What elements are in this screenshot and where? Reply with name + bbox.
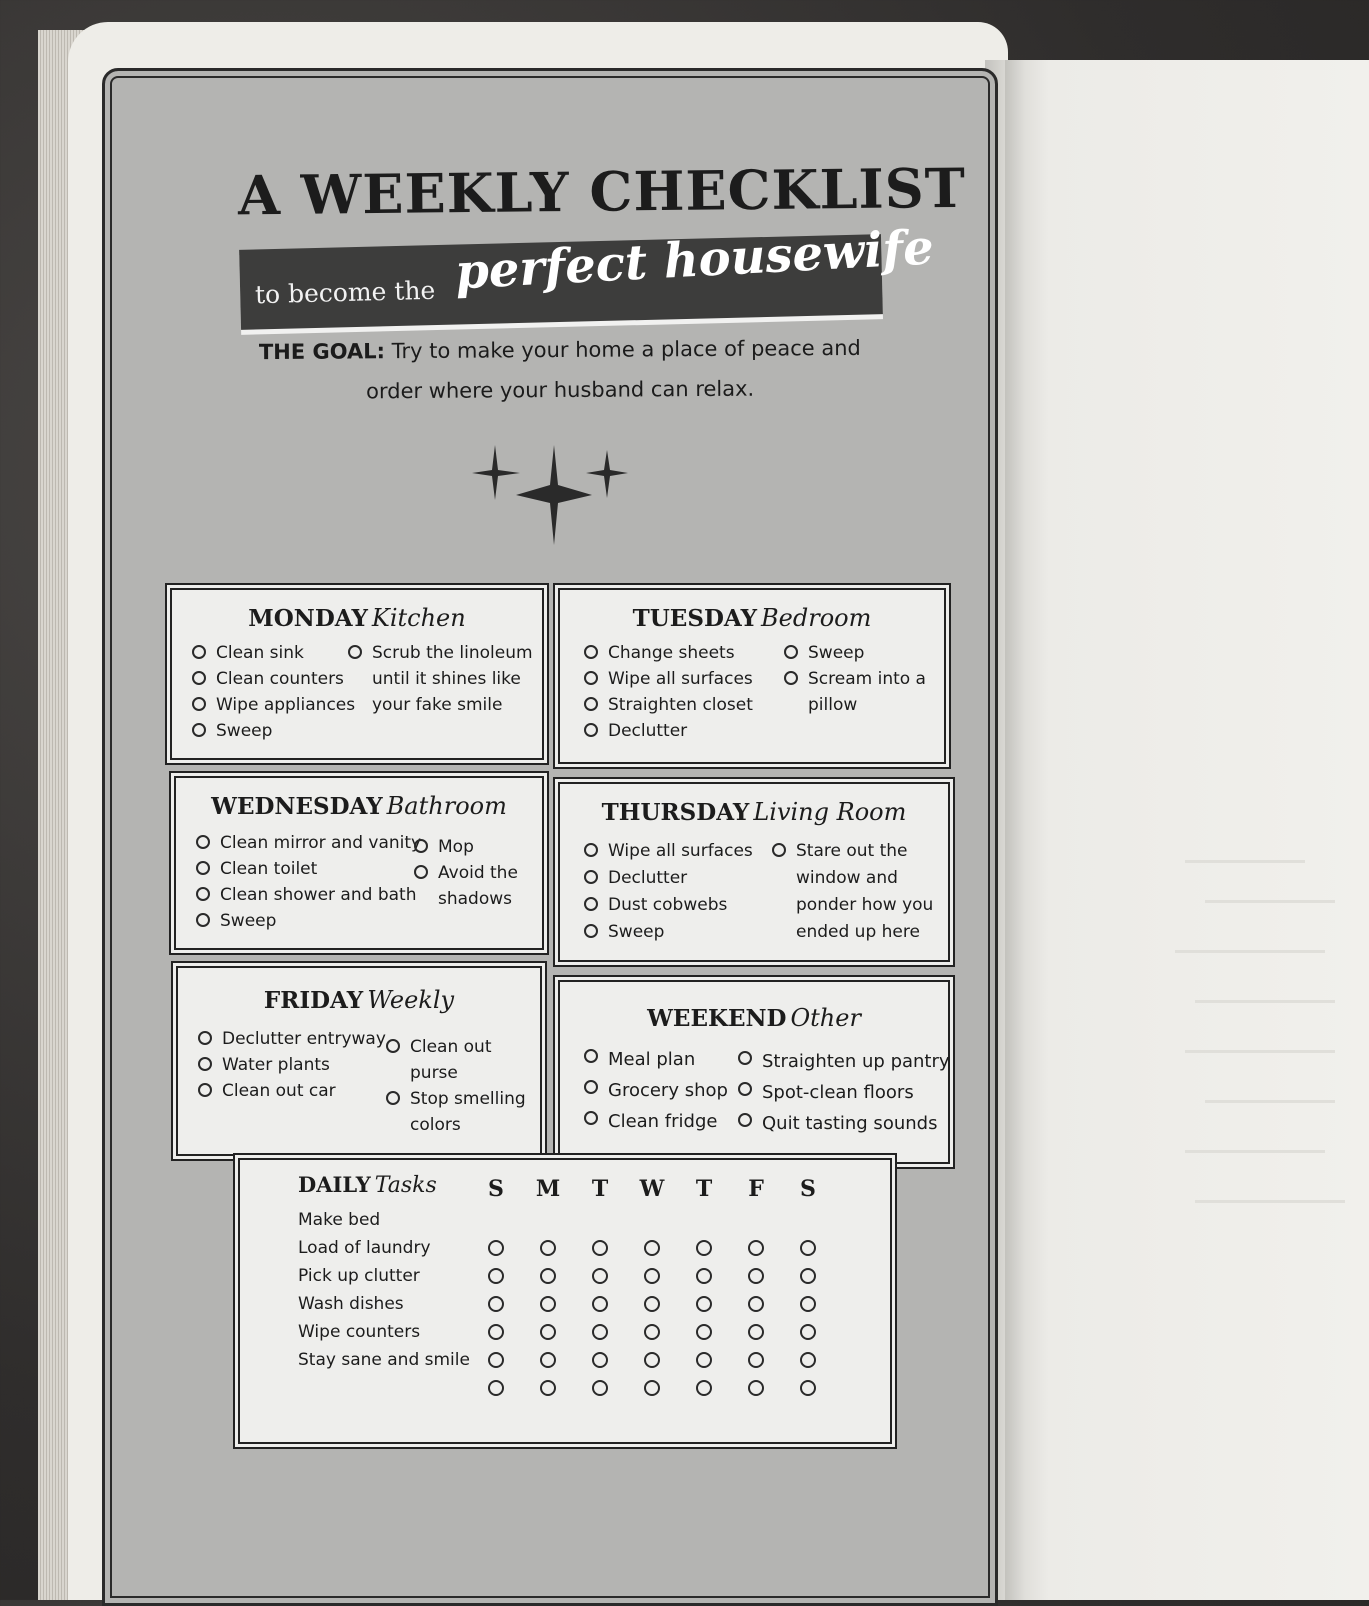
daily-task-label: Stay sane and smile xyxy=(298,1350,470,1370)
weekend-heading xyxy=(560,1004,948,1032)
daily-heading xyxy=(298,1172,437,1198)
thursday-room: Living Room xyxy=(753,798,907,826)
daily-checkbox[interactable] xyxy=(800,1240,816,1256)
thursday-heading xyxy=(560,798,948,826)
checklist-item-continued: purse xyxy=(410,1063,458,1083)
checklist-item[interactable]: Clean sink xyxy=(192,640,355,666)
friday-day: FRIDAY xyxy=(263,987,364,1014)
daily-checkbox[interactable] xyxy=(644,1296,660,1312)
daily-checkbox[interactable] xyxy=(748,1380,764,1396)
day-header: S xyxy=(800,1176,816,1202)
daily-checkbox[interactable] xyxy=(748,1240,764,1256)
tuesday-day: TUESDAY xyxy=(632,605,758,632)
checklist-item-continued: ponder how you xyxy=(796,895,934,915)
daily-checkbox[interactable] xyxy=(488,1240,504,1256)
day-header: M xyxy=(535,1176,561,1202)
weekend-box xyxy=(558,980,950,1164)
checklist-item[interactable]: Quit tasting sounds xyxy=(738,1108,950,1139)
daily-checkbox[interactable] xyxy=(748,1268,764,1284)
daily-checkbox[interactable] xyxy=(540,1296,556,1312)
checklist-item-continued: window and xyxy=(796,868,898,888)
friday-heading xyxy=(178,986,540,1014)
daily-checkbox[interactable] xyxy=(748,1352,764,1368)
daily-checkbox[interactable] xyxy=(800,1296,816,1312)
day-header: S xyxy=(488,1176,504,1202)
daily-checkbox[interactable] xyxy=(540,1352,556,1368)
goal-line-2: order where your husband can relax. xyxy=(365,376,755,404)
day-header: T xyxy=(591,1176,609,1202)
daily-checkbox[interactable] xyxy=(696,1352,712,1368)
checklist-item[interactable]: Mop xyxy=(414,834,518,860)
daily-checkbox[interactable] xyxy=(696,1324,712,1340)
checklist-item[interactable]: Sweep xyxy=(196,908,421,934)
daily-tasks-box xyxy=(238,1158,892,1444)
checklist-item[interactable]: Stare out the xyxy=(772,838,933,865)
daily-checkbox[interactable] xyxy=(644,1352,660,1368)
checklist-item[interactable]: Declutter entryway xyxy=(198,1026,386,1052)
checklist-item[interactable]: Clean counters xyxy=(192,666,355,692)
daily-checkbox[interactable] xyxy=(696,1240,712,1256)
daily-checkbox[interactable] xyxy=(644,1268,660,1284)
monday-heading xyxy=(172,604,542,632)
checklist-item-continued: colors xyxy=(410,1115,461,1135)
daily-checkbox[interactable] xyxy=(644,1380,660,1396)
checklist-item[interactable]: Sweep xyxy=(784,640,926,666)
daily-checkbox[interactable] xyxy=(488,1268,504,1284)
checklist-item[interactable]: Declutter xyxy=(584,865,753,892)
daily-checkbox[interactable] xyxy=(696,1296,712,1312)
tuesday-room: Bedroom xyxy=(761,604,872,632)
daily-checkbox[interactable] xyxy=(540,1268,556,1284)
sparkle-stars-icon xyxy=(470,440,630,550)
checklist-item[interactable]: Scream into a xyxy=(784,666,926,692)
daily-task-list xyxy=(298,1206,470,1374)
daily-checkbox[interactable] xyxy=(540,1324,556,1340)
daily-checkbox[interactable] xyxy=(540,1380,556,1396)
subtitle-lead: to become the xyxy=(254,275,436,310)
goal-label: THE GOAL: xyxy=(258,339,386,365)
checklist-item-continued: shadows xyxy=(438,889,513,909)
daily-task-label: Pick up clutter xyxy=(298,1266,420,1286)
checklist-item[interactable]: Stop smelling xyxy=(386,1086,526,1112)
weekend-day: WEEKEND xyxy=(647,1005,787,1032)
friday-room: Weekly xyxy=(367,986,455,1014)
wednesday-day: WEDNESDAY xyxy=(211,793,383,820)
daily-checkbox[interactable] xyxy=(748,1324,764,1340)
day-header: F xyxy=(748,1176,764,1202)
daily-checkbox[interactable] xyxy=(696,1380,712,1396)
checklist-item[interactable]: Clean shower and bath xyxy=(196,882,421,908)
weekend-room: Other xyxy=(790,1004,861,1032)
daily-checkbox[interactable] xyxy=(592,1268,608,1284)
checklist-item[interactable]: Wipe appliances xyxy=(192,692,355,718)
monday-room: Kitchen xyxy=(371,604,466,632)
daily-checkbox[interactable] xyxy=(696,1268,712,1284)
daily-task-label: Wipe counters xyxy=(298,1322,421,1342)
daily-checkbox[interactable] xyxy=(644,1324,660,1340)
thursday-day: THURSDAY xyxy=(601,799,750,826)
subtitle-script: perfect housewife xyxy=(453,219,935,301)
daily-checkbox[interactable] xyxy=(488,1380,504,1396)
checklist-item[interactable]: Change sheets xyxy=(584,640,753,666)
daily-task-label: Make bed xyxy=(298,1210,381,1230)
daily-checkbox[interactable] xyxy=(592,1352,608,1368)
checklist-item[interactable]: Straighten up pantry xyxy=(738,1046,950,1077)
checklist-item[interactable]: Clean fridge xyxy=(584,1106,728,1137)
checklist-item[interactable]: Wipe all surfaces xyxy=(584,838,753,865)
daily-checkbox[interactable] xyxy=(488,1324,504,1340)
checklist-item[interactable]: Wipe all surfaces xyxy=(584,666,753,692)
checklist-item[interactable]: Straighten closet xyxy=(584,692,753,718)
daily-checkbox[interactable] xyxy=(488,1296,504,1312)
daily-script: Tasks xyxy=(374,1173,437,1198)
day-header: T xyxy=(695,1176,713,1202)
daily-checkbox[interactable] xyxy=(644,1240,660,1256)
goal-line-1: Try to make your home a place of peace and xyxy=(391,335,861,364)
daily-checkbox[interactable] xyxy=(800,1324,816,1340)
daily-checkbox[interactable] xyxy=(592,1380,608,1396)
checklist-item[interactable]: Sweep xyxy=(584,919,753,946)
checklist-item[interactable]: Clean out xyxy=(386,1034,526,1060)
tuesday-box xyxy=(558,588,946,764)
checklist-item[interactable]: Meal plan xyxy=(584,1044,728,1075)
friday-box xyxy=(176,966,542,1156)
daily-checkbox[interactable] xyxy=(540,1240,556,1256)
day-header: W xyxy=(639,1176,665,1202)
wednesday-heading xyxy=(176,792,542,820)
checklist-item[interactable]: Clean out car xyxy=(198,1078,386,1104)
daily-checkbox[interactable] xyxy=(592,1240,608,1256)
daily-checkbox[interactable] xyxy=(800,1268,816,1284)
wednesday-box xyxy=(174,776,544,950)
wednesday-room: Bathroom xyxy=(386,792,507,820)
monday-box xyxy=(170,588,544,760)
checklist-item[interactable]: Avoid the xyxy=(414,860,518,886)
daily-checkbox[interactable] xyxy=(592,1324,608,1340)
checklist-item[interactable]: Declutter xyxy=(584,718,753,744)
daily-title: DAILY xyxy=(298,1172,371,1197)
checklist-item-continued: pillow xyxy=(808,695,858,715)
checklist-item[interactable]: Spot-clean floors xyxy=(738,1077,950,1108)
checklist-item[interactable]: Water plants xyxy=(198,1052,386,1078)
checklist-item[interactable]: Clean toilet xyxy=(196,856,421,882)
page-title: A WEEKLY CHECKLIST xyxy=(237,155,967,228)
daily-checkbox[interactable] xyxy=(748,1296,764,1312)
right-page xyxy=(1005,60,1369,1600)
tuesday-heading xyxy=(560,604,944,632)
daily-checkbox[interactable] xyxy=(800,1380,816,1396)
checklist-item-continued: until it shines like xyxy=(372,669,521,689)
checklist-item-continued: your fake smile xyxy=(372,695,503,715)
checklist-item[interactable]: Grocery shop xyxy=(584,1075,728,1106)
thursday-box xyxy=(558,782,950,962)
daily-checkbox[interactable] xyxy=(488,1352,504,1368)
checklist-item-continued: ended up here xyxy=(796,922,920,942)
checklist-item[interactable]: Dust cobwebs xyxy=(584,892,753,919)
checklist-item[interactable]: Sweep xyxy=(192,718,355,744)
monday-day: MONDAY xyxy=(248,605,368,632)
checklist-item[interactable]: Clean mirror and vanity xyxy=(196,830,421,856)
daily-task-label: Load of laundry xyxy=(298,1238,431,1258)
daily-checkbox[interactable] xyxy=(592,1296,608,1312)
checklist-item[interactable]: Scrub the linoleum xyxy=(348,640,533,666)
goal-statement xyxy=(250,328,871,412)
daily-task-label: Wash dishes xyxy=(298,1294,404,1314)
daily-checkbox[interactable] xyxy=(800,1352,816,1368)
